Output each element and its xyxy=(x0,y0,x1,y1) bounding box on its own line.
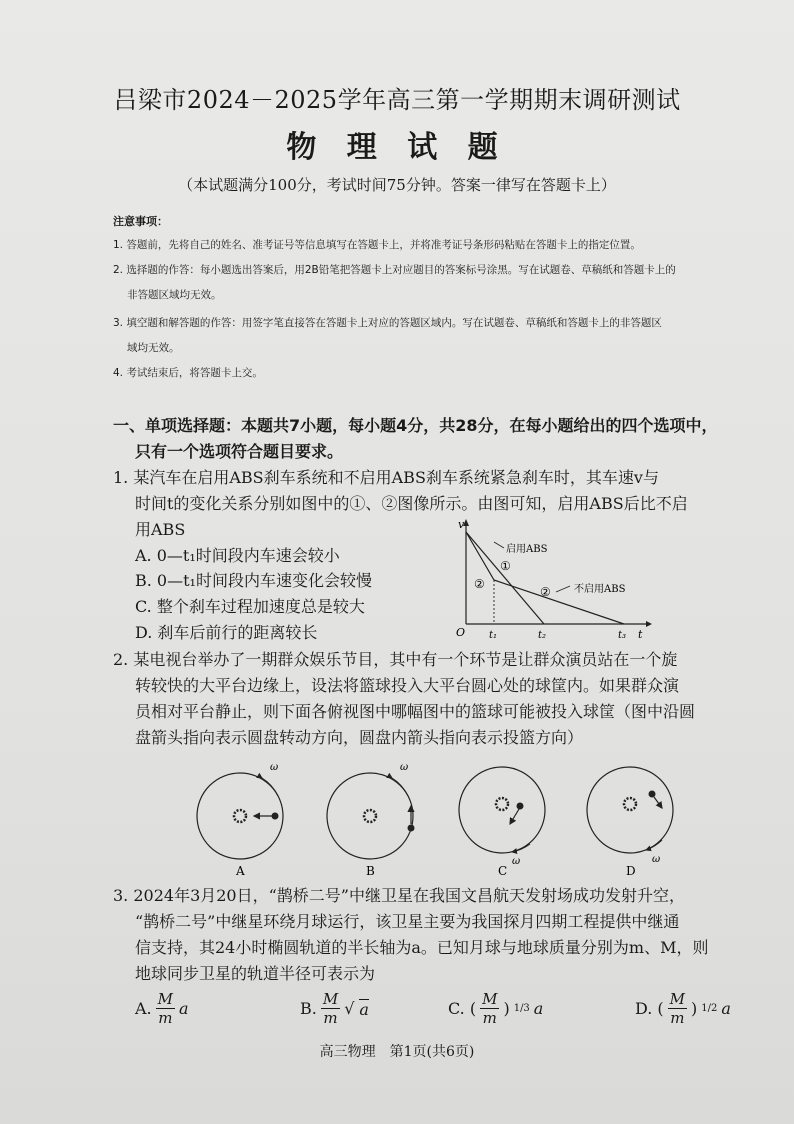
numerator: M xyxy=(322,990,339,1008)
omega-label: ω xyxy=(512,856,521,867)
notice-item: 2. 选择题的作答：每小题选出答案后，用2B铅笔把答题卡上对应题目的答案标号涂黑。写在试题卷、草稿纸和答题卡上的 xyxy=(113,264,676,276)
fraction xyxy=(668,990,687,1027)
disk-label: C xyxy=(498,864,508,878)
denominator: m xyxy=(482,1009,497,1027)
denominator: m xyxy=(158,1009,173,1027)
abs-leader xyxy=(494,542,504,548)
question-2-line: 员相对平台静止，则下面各俯视图中哪幅图中的篮球可能被投入球筐（图中沿圆 xyxy=(135,702,696,721)
question-3-line: 信支持，其24小时椭圆轨道的半长轴为a。已知月球与地球质量分别为m、M，则 xyxy=(135,938,709,957)
question-3-option-b xyxy=(300,990,369,1027)
question-3-option-c xyxy=(448,990,543,1027)
t-axis-label: t xyxy=(638,628,643,641)
disk-c xyxy=(459,767,545,878)
question-1-line: 1. 某汽车在启用ABS刹车系统和不启用ABS刹车系统紧急刹车时，其车速v与 xyxy=(113,468,659,487)
question-2-line: 盘箭头指向表示圆盘转动方向，圆盘内箭头指向表示投篮方向） xyxy=(135,728,584,747)
option-prefix: C. ( xyxy=(448,999,477,1018)
notice-item: 1. 答题前，先将自己的姓名、准考证号等信息填写在答题卡上，并将准考证号条形码粘贴在答题卡上的指定位置。 xyxy=(113,239,641,251)
notice-item: 4. 考试结束后，将答题卡上交。 xyxy=(113,367,263,379)
variable: a xyxy=(359,999,369,1019)
abs-label: 启用ABS xyxy=(506,544,548,555)
vt-graph xyxy=(452,518,652,644)
section-line: 一、单项选择题：本题共7小题，每小题4分，共28分，在每小题给出的四个选项中， xyxy=(113,416,718,435)
question-3-line: “鹊桥二号”中继星环绕月球运行，该卫星主要为我国探月四期工程提供中继通 xyxy=(135,912,680,931)
sqrt-sign: √ xyxy=(344,999,355,1018)
question-1-line: 时间t的变化关系分别如图中的①、②图像所示。由图可知，启用ABS后比不启 xyxy=(135,494,688,513)
disk-label: B xyxy=(366,864,375,878)
denominator: m xyxy=(670,1009,685,1027)
numerator: M xyxy=(482,990,498,1008)
omega-label: ω xyxy=(270,762,279,773)
paren-close: ) xyxy=(691,999,698,1018)
question-3-line: 3. 2024年3月20日，“鹊桥二号”中继卫星在我国文昌航天发射场成功发射升空， xyxy=(113,886,685,905)
question-3-line: 地球同步卫星的轨道半径可表示为 xyxy=(135,964,376,983)
option-prefix: B. xyxy=(300,999,317,1018)
curve-1-mark: ① xyxy=(500,559,511,573)
disk-figures xyxy=(190,758,680,883)
fraction xyxy=(480,990,499,1027)
fraction xyxy=(321,990,340,1027)
notice-heading: 注意事项： xyxy=(113,215,168,228)
disk-label: D xyxy=(626,864,636,878)
option-prefix: D. ( xyxy=(635,999,664,1018)
question-1-option-c: C. 整个刹车过程加速度总是较大 xyxy=(135,597,365,616)
noabs-label: 不启用ABS xyxy=(574,584,626,595)
disk-d xyxy=(587,767,673,878)
numerator: M xyxy=(669,990,686,1008)
question-1-option-d: D. 刹车后前行的距离较长 xyxy=(135,623,318,642)
question-2-line: 2. 某电视台举办了一期群众娱乐节目，其中有一个环节是让群众演员站在一个旋 xyxy=(113,650,678,669)
disk-label: A xyxy=(236,864,245,878)
subject-title: 物 理 试 题 xyxy=(286,130,508,165)
question-1-option-b: B. 0—t₁时间段内车速变化会较慢 xyxy=(135,571,372,590)
denominator: m xyxy=(323,1009,338,1027)
t1-label: t₁ xyxy=(489,630,498,641)
question-3-option-d xyxy=(635,990,731,1027)
exponent: 1/3 xyxy=(513,1003,530,1014)
omega-label: ω xyxy=(652,854,661,865)
notice-item: 域均无效。 xyxy=(127,342,180,354)
fraction xyxy=(156,990,175,1027)
noabs-leader xyxy=(556,586,570,592)
disk-b xyxy=(327,762,415,878)
option-prefix: A. xyxy=(135,999,152,1018)
omega-label: ω xyxy=(400,762,409,773)
exponent: 1/2 xyxy=(701,1003,718,1014)
t-axis-arrow xyxy=(646,621,652,627)
curve-2-mark: ② xyxy=(540,585,551,599)
disk-a xyxy=(197,762,283,878)
variable: a xyxy=(179,999,189,1018)
section-line: 只有一个选项符合题目要求。 xyxy=(135,442,344,461)
variable: a xyxy=(533,999,544,1018)
page-footer: 高三物理 第1页(共6页) xyxy=(319,1044,475,1060)
paren-close: ) xyxy=(503,999,510,1018)
question-3-option-a xyxy=(135,990,189,1027)
t2-label: t₂ xyxy=(538,630,547,641)
section-heading xyxy=(113,413,773,465)
notice-item: 3. 填空题和解答题的作答：用签字笔直接答在答题卡上对应的答题区域内。写在试题卷、草稿纸和答题卡上的非答题区 xyxy=(113,317,662,329)
notice-item: 非答题区域均无效。 xyxy=(127,289,222,301)
origin-label: O xyxy=(456,626,466,639)
question-1-line: 用ABS xyxy=(135,520,186,539)
t3-label: t₃ xyxy=(618,630,627,641)
curve-2-mark: ② xyxy=(474,577,485,591)
question-1-option-a: A. 0—t₁时间段内车速会较小 xyxy=(135,546,340,565)
question-2-line: 转较快的大平台边缘上，设法将篮球投入大平台圆心处的球筐内。如果群众演 xyxy=(135,676,680,695)
exam-note: （本试题满分100分，考试时间75分钟。答案一律写在答题卡上） xyxy=(178,176,616,194)
v-axis-label: v xyxy=(458,518,465,531)
numerator: M xyxy=(157,990,173,1008)
variable: a xyxy=(721,999,731,1018)
exam-title: 吕梁市2024－2025学年高三第一学期期末调研测试 xyxy=(113,86,681,114)
